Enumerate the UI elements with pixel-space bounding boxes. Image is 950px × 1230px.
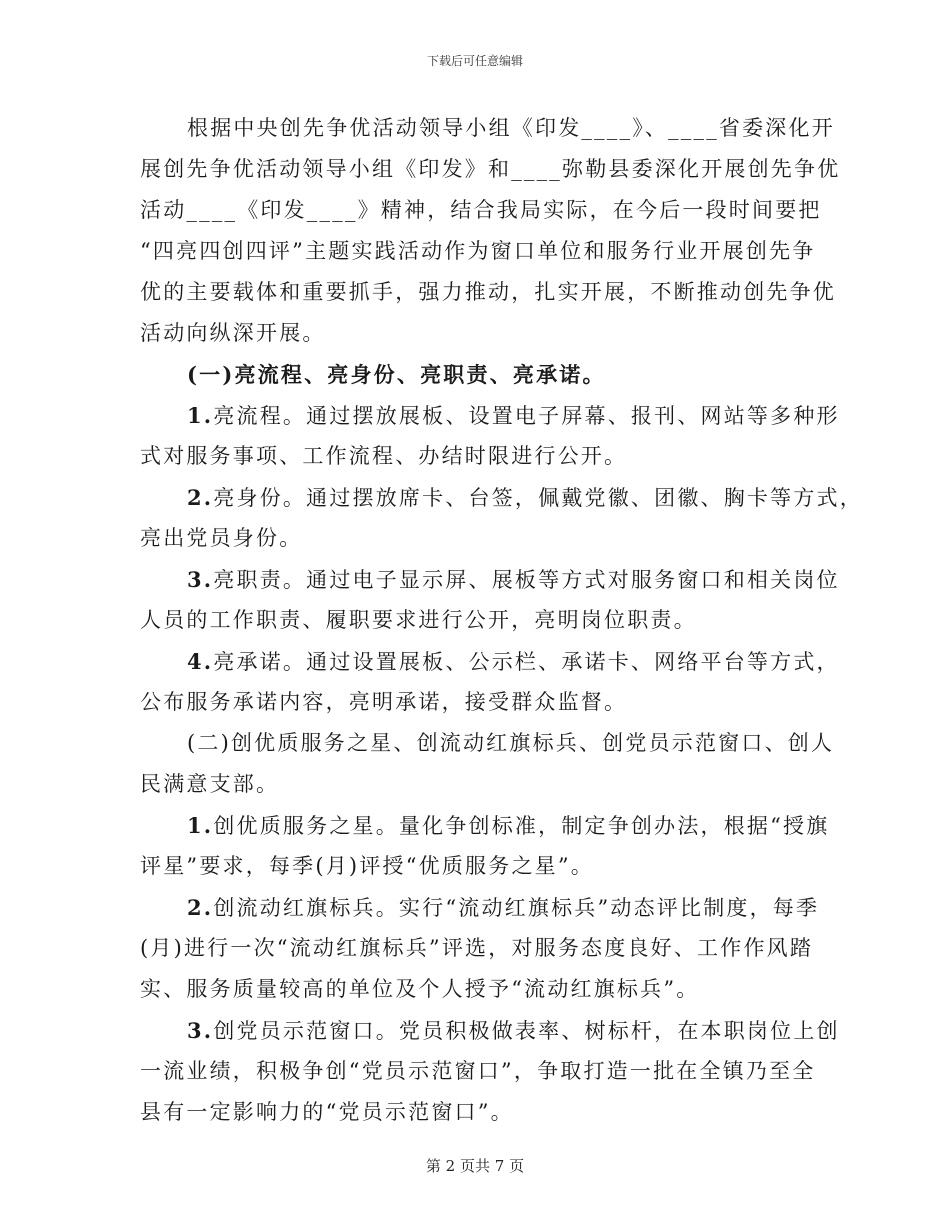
paragraph-line <box>140 846 820 887</box>
paragraph-line <box>140 928 820 969</box>
paragraph-line <box>140 1092 820 1133</box>
line-text: 民满意支部。 <box>140 772 280 796</box>
paragraph <box>140 723 835 805</box>
paragraph <box>140 559 840 641</box>
heading-text: (一)亮流程、亮身份、亮职责、亮承诺。 <box>187 362 606 387</box>
paragraph-line <box>140 108 835 149</box>
paragraph-line <box>140 764 820 805</box>
line-text: 亮出党员身份。 <box>140 526 303 550</box>
item-number: 3. <box>187 567 214 592</box>
line-text: 亮承诺。通过设置展板、公示栏、承诺卡、网络平台等方式， <box>213 650 840 674</box>
line-text: 活动向纵深开展。 <box>140 321 326 345</box>
line-text: (二)创优质服务之星、创流动红旗标兵、创党员示范窗口、创人 <box>187 731 835 755</box>
paragraph-line <box>140 682 820 723</box>
paragraph-line <box>140 723 835 764</box>
paragraph-line <box>140 518 820 559</box>
paragraph-line <box>140 1051 820 1092</box>
paragraph <box>140 108 841 354</box>
page-header: 下载后可任意编辑 <box>426 54 523 68</box>
paragraph-line <box>140 559 840 600</box>
paragraph <box>140 805 830 887</box>
line-text: 优的主要载体和重要抓手，强力推动，扎实开展，不断推动创先争优 <box>140 280 836 304</box>
paragraph-line <box>140 231 820 272</box>
line-text: 亮流程。通过摆放展板、设置电子屏幕、报刊、网站等多种形 <box>213 404 840 428</box>
paragraph <box>140 1010 840 1133</box>
paragraph-line <box>140 395 840 436</box>
paragraph <box>140 887 820 1010</box>
line-text: 根据中央创先争优活动领导小组《印发____》、____省委深化开 <box>187 116 835 140</box>
item-number: 3. <box>187 1018 214 1043</box>
paragraph-line <box>140 190 820 231</box>
paragraph-line <box>140 1010 840 1051</box>
paragraph-line <box>140 313 820 354</box>
line-text: 式对服务事项、工作流程、办结时限进行公开。 <box>140 444 628 468</box>
item-number: 2. <box>187 485 214 510</box>
document-body <box>140 108 863 1133</box>
line-text: 公布服务承诺内容，亮明承诺，接受群众监督。 <box>140 690 628 714</box>
line-text: (月)进行一次“流动红旗标兵”评选，对服务态度良好、工作作风踏 <box>140 936 814 960</box>
paragraph-line <box>140 887 820 928</box>
line-text: 亮身份。通过摆放席卡、台签，佩戴党徽、团徽、胸卡等方式， <box>213 486 863 510</box>
paragraph <box>140 395 840 477</box>
paragraph-line <box>140 641 840 682</box>
paragraph-line <box>140 272 836 313</box>
paragraph-line <box>140 477 863 518</box>
item-number: 1. <box>187 403 214 428</box>
line-text: 实、服务质量较高的单位及个人授予“流动红旗标兵”。 <box>140 977 700 1001</box>
line-text: 人员的工作职责、履职要求进行公开，亮明岗位职责。 <box>140 608 697 632</box>
line-text: 评星”要求，每季(月)评授“优质服务之星”。 <box>140 854 594 878</box>
item-number: 4. <box>187 649 214 674</box>
line-text: 创流动红旗标兵。实行“流动红旗标兵”动态评比制度，每季 <box>213 896 820 920</box>
paragraph-line <box>140 805 830 846</box>
page-footer: 第 2 页共 7 页 <box>425 1157 525 1175</box>
paragraph-line <box>140 436 820 477</box>
line-text: 活动____《印发____》精神，结合我局实际，在今后一段时间要把 <box>140 198 822 222</box>
line-text: 亮职责。通过电子显示屏、展板等方式对服务窗口和相关岗位 <box>213 568 840 592</box>
line-text: 创党员示范窗口。党员积极做表率、树标杆，在本职岗位上创 <box>213 1019 840 1043</box>
line-text: 展创先争优活动领导小组《印发》和____弥勒县委深化开展创先争优 <box>140 157 841 181</box>
section-heading <box>140 354 820 395</box>
paragraph <box>140 477 863 559</box>
line-text: 创优质服务之星。量化争创标准，制定争创办法，根据“授旗 <box>213 814 830 838</box>
paragraph <box>140 641 840 723</box>
line-text: 一流业绩，积极争创“党员示范窗口”，争取打造一批在全镇乃至全 <box>140 1059 816 1083</box>
paragraph-line <box>140 149 841 190</box>
paragraph-line <box>140 600 820 641</box>
line-text: 县有一定影响力的“党员示范窗口”。 <box>140 1100 514 1124</box>
paragraph-line <box>140 969 820 1010</box>
line-text: “四亮四创四评”主题实践活动作为窗口单位和服务行业开展创先争 <box>140 239 816 263</box>
item-number: 1. <box>187 813 214 838</box>
item-number: 2. <box>187 895 214 920</box>
